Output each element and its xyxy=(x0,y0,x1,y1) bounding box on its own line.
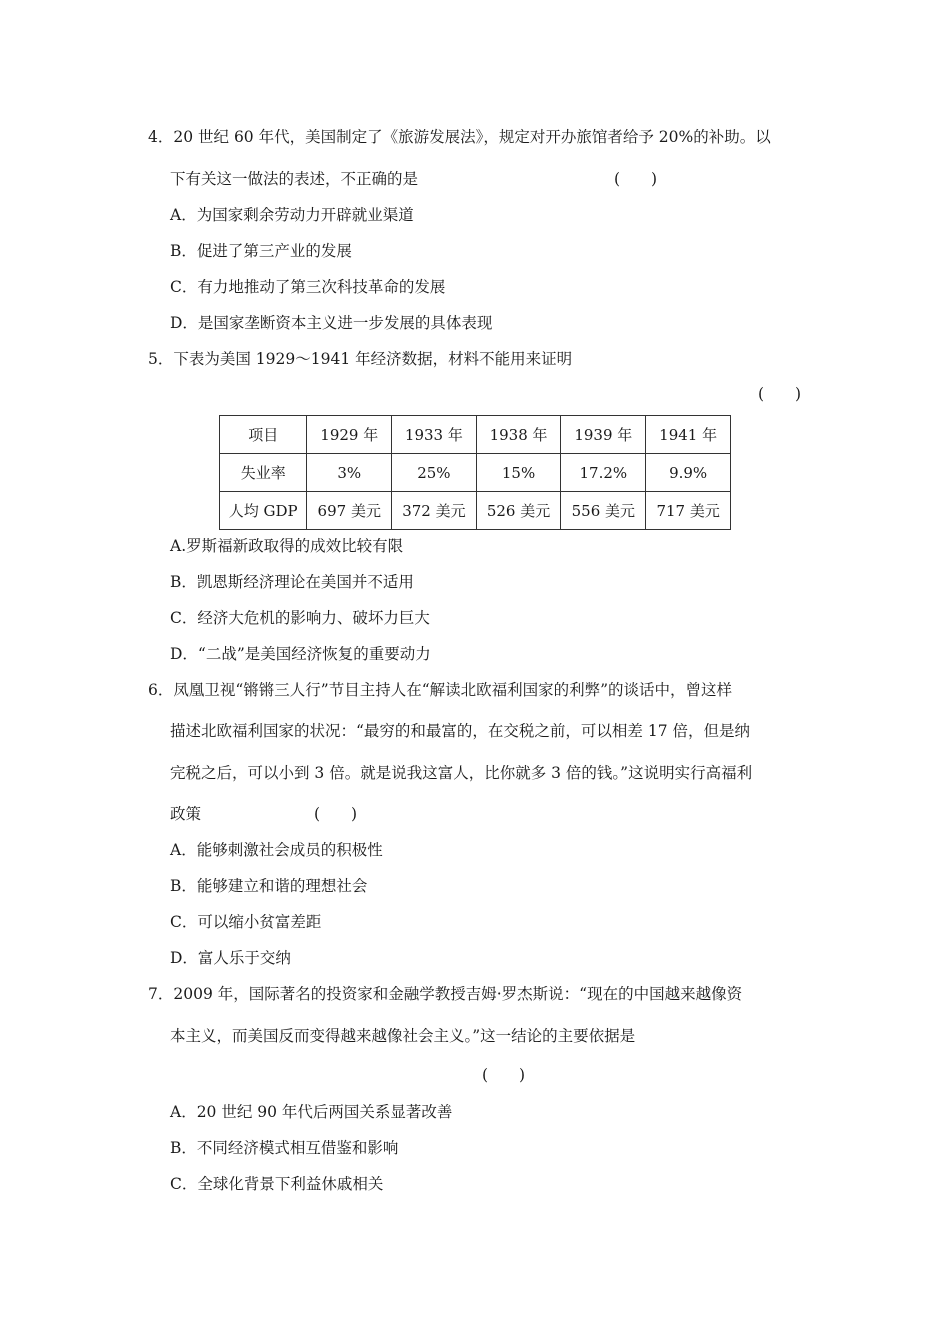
q6-stem-line4: 政策 xyxy=(170,805,202,823)
q6-option-d: D．富人乐于交纳 xyxy=(170,949,291,967)
q5-option-c: C．经济大危机的影响力、破坏力巨大 xyxy=(170,609,430,627)
q7-stem-line2: 本主义，而美国反而变得越来越像社会主义。”这一结论的主要依据是 xyxy=(170,1027,636,1045)
table-header-cell: 1929 年 xyxy=(307,416,392,454)
table-cell: 697 美元 xyxy=(307,492,392,530)
q4-option-d: D．是国家垄断资本主义进一步发展的具体表现 xyxy=(170,314,493,332)
table-header-cell: 1933 年 xyxy=(392,416,477,454)
q6-stem-line3: 完税之后，可以小到 3 倍。就是说我这富人，比你就多 3 倍的钱。”这说明实行高福利 xyxy=(170,764,753,782)
q7-option-c: C．全球化背景下利益休戚相关 xyxy=(170,1175,384,1193)
q7-stem-line1: 7．2009 年，国际著名的投资家和金融学教授吉姆·罗杰斯说：“现在的中国越来越像资 xyxy=(148,985,743,1003)
q5-option-a: A.罗斯福新政取得的成效比较有限 xyxy=(170,537,404,555)
table-cell: 556 美元 xyxy=(561,492,646,530)
q4-option-a: A．为国家剩余劳动力开辟就业渠道 xyxy=(170,206,414,224)
table-cell: 失业率 xyxy=(220,454,307,492)
q6-answer-blank: ( ) xyxy=(314,805,358,823)
table-header-row xyxy=(220,416,731,454)
q5-option-d: D．“二战”是美国经济恢复的重要动力 xyxy=(170,645,431,663)
table-header-cell: 1938 年 xyxy=(476,416,561,454)
table-cell: 9.9% xyxy=(646,454,731,492)
q4-stem-line2: 下有关这一做法的表述，不正确的是 xyxy=(170,170,419,188)
q5-option-b: B．凯恩斯经济理论在美国并不适用 xyxy=(170,573,414,591)
table-header-cell: 项目 xyxy=(220,416,307,454)
q7-option-a: A．20 世纪 90 年代后两国关系显著改善 xyxy=(170,1103,453,1121)
q5-answer-blank: ( ) xyxy=(758,385,802,403)
q6-option-c: C．可以缩小贫富差距 xyxy=(170,913,322,931)
q4-option-c: C．有力地推动了第三次科技革命的发展 xyxy=(170,278,446,296)
q6-option-a: A．能够刺激社会成员的积极性 xyxy=(170,841,383,859)
q7-answer-blank: ( ) xyxy=(482,1066,526,1084)
q7-option-b: B．不同经济模式相互借鉴和影响 xyxy=(170,1139,399,1157)
table-cell: 3% xyxy=(307,454,392,492)
q5-stem-line1: 5．下表为美国 1929～1941 年经济数据，材料不能用来证明 xyxy=(148,350,573,368)
q6-option-b: B．能够建立和谐的理想社会 xyxy=(170,877,368,895)
q4-option-b: B．促进了第三产业的发展 xyxy=(170,242,352,260)
table-cell: 526 美元 xyxy=(476,492,561,530)
table-cell: 372 美元 xyxy=(392,492,477,530)
table-cell: 15% xyxy=(476,454,561,492)
table-cell: 717 美元 xyxy=(646,492,731,530)
table-header-cell: 1939 年 xyxy=(561,416,646,454)
q6-stem-line2: 描述北欧福利国家的状况：“最穷的和最富的，在交税之前，可以相差 17 倍，但是纳 xyxy=(170,722,751,740)
table-cell: 人均 GDP xyxy=(220,492,307,530)
q6-stem-line1: 6．凤凰卫视“锵锵三人行”节目主持人在“解读北欧福利国家的利弊”的谈话中，曾这样 xyxy=(148,681,733,699)
table-row xyxy=(220,454,731,492)
table-header-cell: 1941 年 xyxy=(646,416,731,454)
q4-answer-blank: ( ) xyxy=(614,170,658,188)
economic-data-table xyxy=(219,415,731,530)
table-cell: 17.2% xyxy=(561,454,646,492)
table-cell: 25% xyxy=(392,454,477,492)
q4-stem-line1: 4．20 世纪 60 年代，美国制定了《旅游发展法》，规定对开办旅馆者给予 20%的补助。以 xyxy=(148,128,771,146)
table-row xyxy=(220,492,731,530)
